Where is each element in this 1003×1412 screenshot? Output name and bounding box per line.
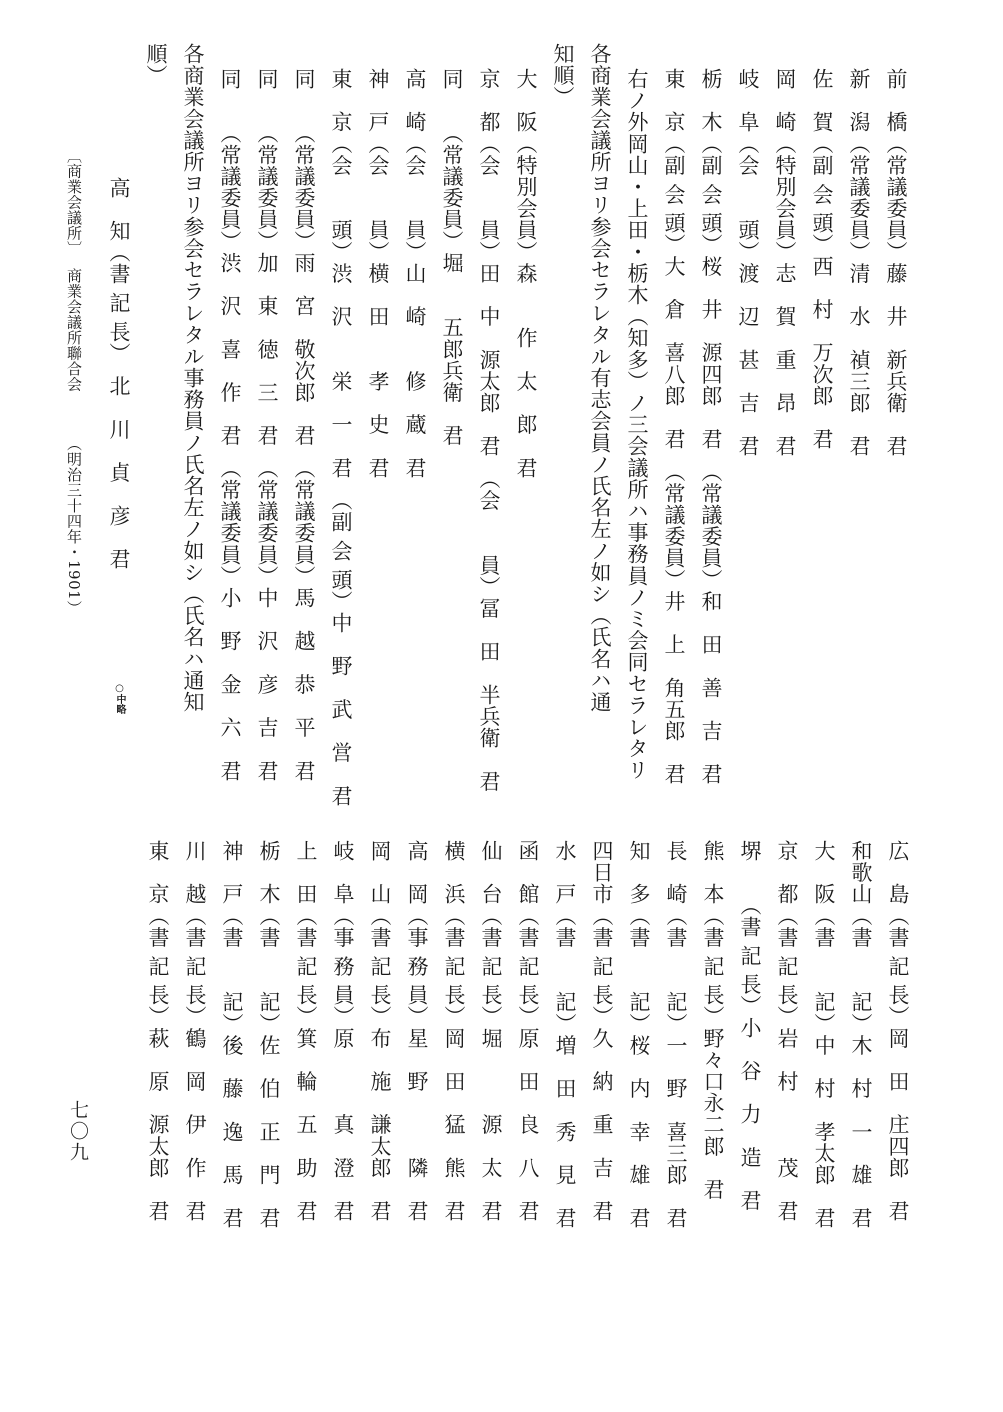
lower-col-5: 堺 （書 記 長）小 谷 力 造 君 <box>738 840 762 1212</box>
lower-col-15: 岡 山（書 記 長）布 施 謙太郎 君 <box>368 840 392 1222</box>
upper-col-14: 高 崎（会 員）山 崎 修 蔵 君 <box>403 68 427 479</box>
running-header-bracket: 〔商業会議所〕 <box>65 148 83 257</box>
lower-col-7: 長 崎（書 記）一 野 喜三郎 君 <box>664 840 688 1229</box>
upper-col-13: 同 （常議委員）堀 五郎兵衛 君 <box>440 68 464 447</box>
upper-col-12: 京 都（会 員）田 中 源太郎 君 （会 員）冨 田 半兵衛 君 <box>477 68 501 792</box>
lower-col-14: 高 岡（事 務 員）星 野 隣 君 <box>405 840 429 1222</box>
lower-col-1: 広 島（書 記 長）岡 田 庄四郎 君 <box>886 840 910 1222</box>
lower-col-2: 和歌山（書 記）木 村 一 雄 君 <box>849 840 873 1229</box>
upper-col-8: 右ノ外岡山・上田・栃木（知多）ノ三会議所ハ事務員ノミ会同セラレタリ <box>625 68 649 781</box>
lower-col-13: 横 浜（書 記 長）岡 田 猛 熊 君 <box>442 840 466 1222</box>
lower-col-20: 川 越（書 記 長）鶴 岡 伊 作 君 <box>183 840 207 1222</box>
lower-col-9: 四日市（書 記 長）久 納 重 吉 君 <box>590 840 614 1222</box>
upper-col-16: 東 京（会 頭）渋 沢 栄 一 君 （副 会 頭）中 野 武 営 君 <box>329 68 353 807</box>
running-header-org: 商業会議所聯合会 <box>65 268 83 392</box>
lower-col-18: 栃 木（書 記）佐 伯 正 門 君 <box>257 840 281 1229</box>
upper-col-15: 神 戸（会 員）横 田 孝 史 君 <box>366 68 390 479</box>
upper-col-7: 東 京（副 会 頭）大 倉 喜八郎 君 （常議委員）井 上 角五郎 君 <box>662 68 686 785</box>
lower-col-17: 上 田（書 記 長）箕 輪 五 助 君 <box>294 840 318 1222</box>
upper-col-9: 各商業会議所ヨリ参会セラレタル有志会員ノ氏名左ノ如シ（氏名ハ通 <box>588 43 612 713</box>
upper-col-1: 前 橋（常議委員）藤 井 新兵衛 君 <box>884 68 908 457</box>
upper-col-10: 知順） <box>551 43 575 108</box>
upper-col-4: 岡 崎（特別会員）志 賀 重 昂 君 <box>773 68 797 457</box>
lower-col-3: 大 阪（書 記）中 村 孝太郎 君 <box>812 840 836 1229</box>
upper-col-6: 栃 木（副 会 頭）桜 井 源四郎 君 （常議委員）和 田 善 吉 君 <box>699 68 723 785</box>
upper-col-3: 佐 賀（副 会 頭）西 村 万次郎 君 <box>810 68 834 450</box>
lower-col-12: 仙 台（書 記 長）堀 源 太 君 <box>479 840 503 1222</box>
omission-mark: ○中略 <box>114 683 125 714</box>
upper-col-20: 各商業会議所ヨリ参会セラレタル事務員ノ氏名左ノ如シ（氏名ハ通知 <box>181 43 205 713</box>
upper-col-22: 高 知（書 記 長） 北 川 貞 彦 君 <box>107 112 131 570</box>
lower-col-10: 水 戸（書 記）増 田 秀 見 君 <box>553 840 577 1229</box>
upper-col-18: 同 （常議委員）加 東 徳 三 君 （常議委員）中 沢 彦 吉 君 <box>255 68 279 782</box>
lower-col-11: 函 館（書 記 長）原 田 良 八 君 <box>516 840 540 1222</box>
upper-col-11: 大 阪（特別会員）森 作 太 郎 君 <box>514 68 538 479</box>
lower-col-8: 知 多（書 記）桜 内 幸 雄 君 <box>627 840 651 1229</box>
upper-col-21: 順） <box>144 43 168 87</box>
lower-col-4: 京 都（書 記 長）岩 村 茂 君 <box>775 840 799 1222</box>
upper-col-19: 同 （常議委員）渋 沢 喜 作 君 （常議委員）小 野 金 六 君 <box>218 68 242 782</box>
upper-col-5: 岐 阜（会 頭）渡 辺 甚 吉 君 <box>736 68 760 457</box>
lower-col-21: 東 京（書 記 長）萩 原 源太郎 君 <box>146 840 170 1222</box>
running-header-year: （明治三十四年・1901） <box>65 436 83 616</box>
page-number: 七〇九 <box>67 1100 89 1163</box>
upper-col-2: 新 潟（常議委員）清 水 禎三郎 君 <box>847 68 871 457</box>
upper-col-17: 同 （常議委員）雨 宮 敬次郎 君 （常議委員）馬 越 恭 平 君 <box>292 68 316 782</box>
lower-col-6: 熊 本（書 記 長）野々口永二郎 君 <box>701 840 725 1201</box>
lower-col-16: 岐 阜（事 務 員）原 真 澄 君 <box>331 840 355 1222</box>
lower-col-19: 神 戸（書 記）後 藤 逸 馬 君 <box>220 840 244 1229</box>
